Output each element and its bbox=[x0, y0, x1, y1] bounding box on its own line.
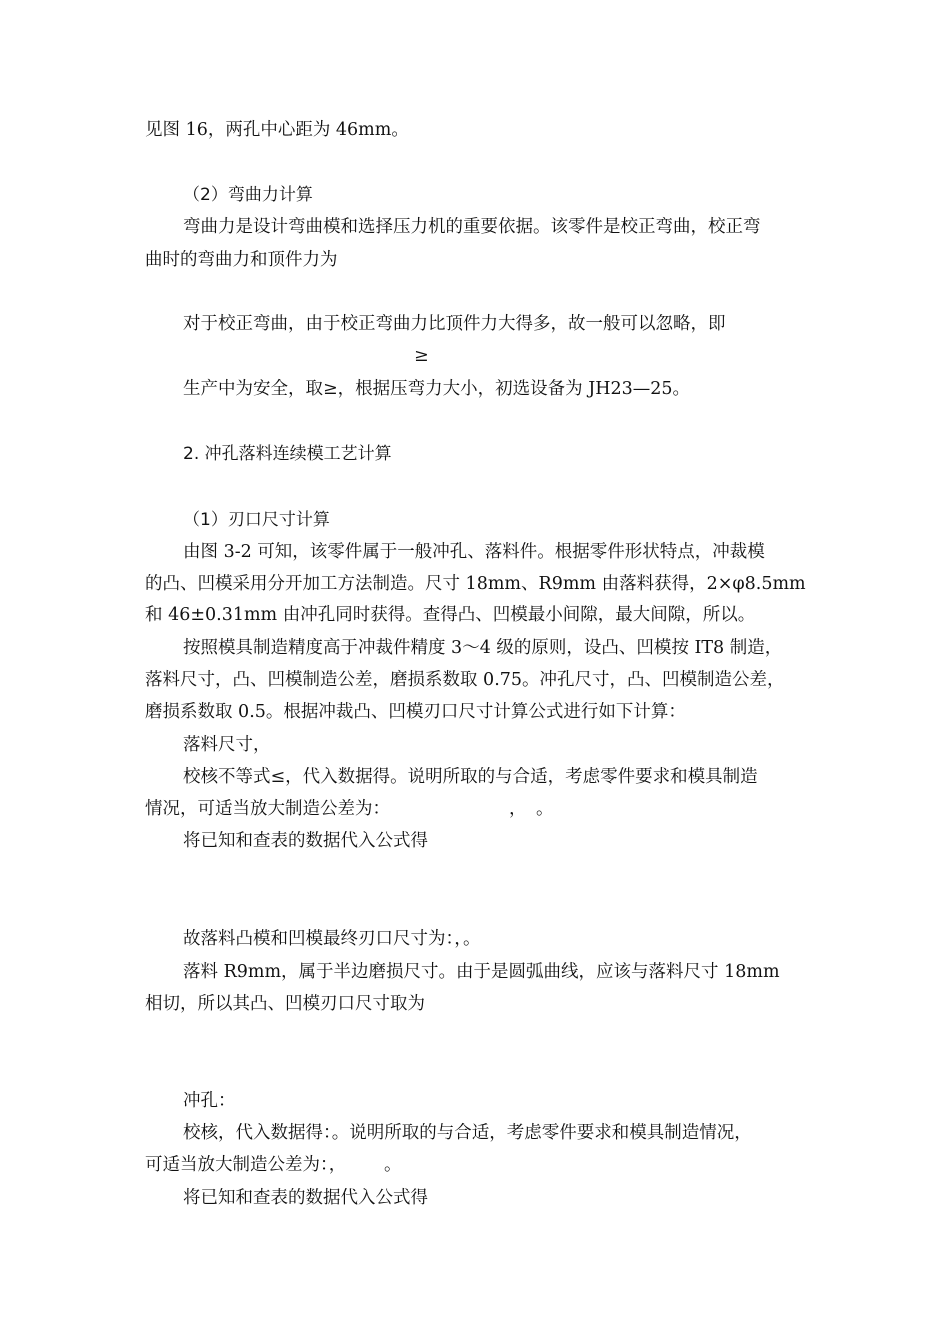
paragraph-line: 校核不等式≤，代入数据得。说明所取的与合适，考虑零件要求和模具制造 bbox=[183, 767, 758, 787]
paragraph-line: 可适当放大制造公差为：， bbox=[145, 1155, 347, 1175]
section-heading-punching-die: 2. 冲孔落料连续模工艺计算 bbox=[183, 444, 392, 464]
formula-symbol: ≥ bbox=[414, 346, 429, 366]
punctuation: ， bbox=[509, 799, 527, 819]
paragraph-line: 相切，所以其凸、凹模刃口尺寸取为 bbox=[145, 994, 425, 1014]
paragraph-line: 由图 3-2 可知，该零件属于一般冲孔、落料件。根据零件形状特点，冲裁模 bbox=[183, 542, 765, 562]
punctuation: 。 bbox=[536, 799, 554, 819]
paragraph-line: 落料尺寸， bbox=[183, 735, 271, 755]
paragraph-line: 见图 16，两孔中心距为 46mm。 bbox=[145, 120, 409, 140]
paragraph-line: 校核，代入数据得：。说明所取的与合适，考虑零件要求和模具制造情况， bbox=[183, 1123, 752, 1143]
paragraph-line: 落料 R9mm，属于半边磨损尺寸。由于是圆弧曲线，应该与落料尺寸 18mm bbox=[183, 962, 780, 982]
paragraph-line: 生产中为安全，取≥，根据压弯力大小，初选设备为 JH23—25。 bbox=[183, 379, 691, 399]
punctuation: 。 bbox=[384, 1155, 402, 1175]
paragraph-line: 将已知和查表的数据代入公式得 bbox=[183, 831, 428, 851]
section-heading-edge-size: （1）刃口尺寸计算 bbox=[183, 510, 330, 530]
paragraph-line: 按照模具制造精度高于冲裁件精度 3～4 级的原则，设凸、凹模按 IT8 制造， bbox=[183, 638, 783, 658]
paragraph-line: 落料尺寸，凸、凹模制造公差，磨损系数取 0.75。冲孔尺寸，凸、凹模制造公差， bbox=[145, 670, 785, 690]
paragraph-line: 弯曲力是设计弯曲模和选择压力机的重要依据。该零件是校正弯曲，校正弯 bbox=[183, 217, 761, 237]
paragraph-line: 故落料凸模和凹模最终刃口尺寸为：，。 bbox=[183, 929, 481, 949]
paragraph-line: 曲时的弯曲力和顶件力为 bbox=[145, 250, 338, 270]
paragraph-line: 和 46±0.31mm 由冲孔同时获得。查得凸、凹模最小间隙，最大间隙，所以。 bbox=[145, 605, 756, 625]
paragraph-line: 的凸、凹模采用分开加工方法制造。尺寸 18mm、R9mm 由落料获得，2×φ8.5mm bbox=[145, 574, 806, 594]
paragraph-line: 将已知和查表的数据代入公式得 bbox=[183, 1188, 428, 1208]
paragraph-line: 对于校正弯曲，由于校正弯曲力比顶件力大得多，故一般可以忽略，即 bbox=[183, 314, 726, 334]
paragraph-line: 冲孔： bbox=[183, 1091, 236, 1111]
section-heading-bending-force: （2）弯曲力计算 bbox=[183, 185, 313, 205]
paragraph-line: 情况，可适当放大制造公差为： bbox=[145, 799, 390, 819]
paragraph-line: 磨损系数取 0.5。根据冲裁凸、凹模刃口尺寸计算公式进行如下计算： bbox=[145, 702, 686, 722]
